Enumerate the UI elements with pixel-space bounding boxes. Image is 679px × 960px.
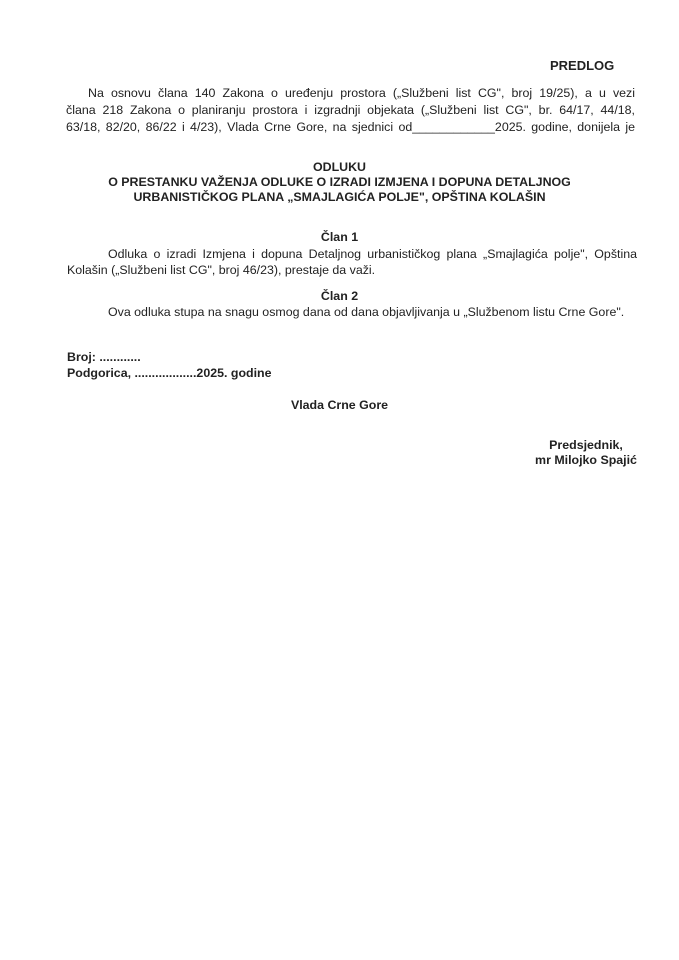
title-line: URBANISTIČKOG PLANA „SMAJLAGIĆA POLJE", OPŠTINA KOLAŠIN [133, 190, 546, 204]
article-line: Ova odluka stupa na snagu osmog dana od dana objavljivanja u „Službenom listu Crne Gore". [108, 305, 625, 319]
preamble-line: člana 218 Zakona o planiranju prostora i izgradnji objekata („Službeni list CG", br. 64/17, 44/18, [66, 103, 635, 117]
document-number: Broj: ............ [67, 350, 141, 364]
place-date: Podgorica, ..................2025. godine [67, 366, 272, 380]
article-heading: Član 1 [320, 230, 359, 244]
preamble-line: Na osnovu člana 140 Zakona o uređenju prostora („Službeni list CG", broj 19/25), a u vezi [88, 86, 635, 100]
article-line: Kolašin („Službeni list CG", broj 46/23), prestaje da važi. [67, 263, 376, 277]
article-heading: Član 2 [320, 289, 359, 303]
government-name: Vlada Crne Gore [290, 398, 389, 412]
proposal-label: PREDLOG [550, 58, 615, 73]
title-line: ODLUKU [313, 160, 366, 174]
title-line: O PRESTANKU VAŽENJA ODLUKE O IZRADI IZMJENA I DOPUNA DETALJNOG [108, 175, 571, 189]
preamble-line: 63/18, 82/20, 86/22 i 4/23), Vlada Crne Gore, na sjednici od____________2025. godine, donijela je [66, 120, 635, 134]
signatory-title: Predsjednik, [549, 438, 623, 452]
article-line: Odluka o izradi Izmjena i dopuna Detaljnog urbanističkog plana „Smajlagića polje", Opština [108, 247, 637, 261]
signatory-name: mr Milojko Spajić [535, 453, 637, 467]
